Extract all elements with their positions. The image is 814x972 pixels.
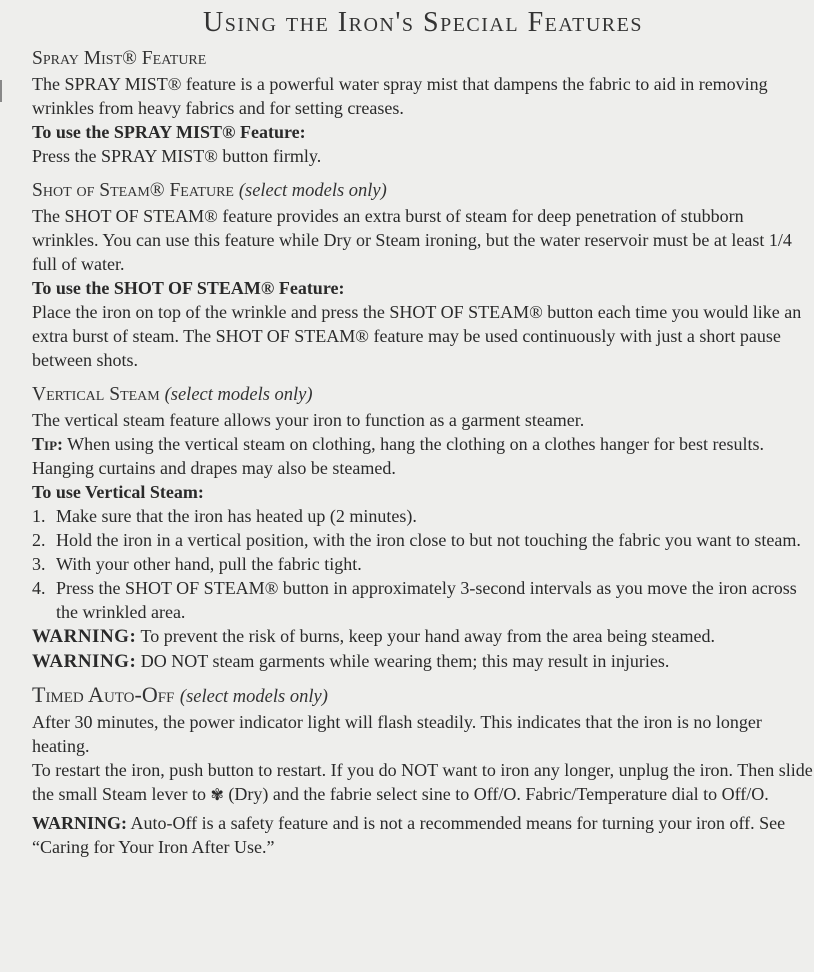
vertical-steam-heading: [32, 382, 814, 408]
spray-mist-heading: [32, 46, 814, 72]
warning-text: To prevent the risk of burns, keep your hand away from the area being steamed.: [136, 626, 715, 646]
margin-mark: [0, 80, 2, 102]
page-title: Using the Iron's Special Features: [203, 7, 643, 38]
spray-mist-step: Press the SPRAY MIST® button firmly.: [32, 146, 322, 166]
vertical-steam-note: (select models only): [164, 385, 313, 405]
timed-auto-off-heading-text: Timed Auto-Off: [32, 682, 175, 707]
warning-label: WARNING:: [32, 651, 137, 672]
shot-of-steam-subheading: To use the SHOT OF STEAM® Feature:: [32, 278, 345, 298]
list-item: 3. With your other hand, pull the fabric tight.: [32, 554, 362, 574]
garment-warning: [32, 649, 814, 674]
shot-of-steam-heading-text: Shot of Steam® Feature: [32, 180, 234, 201]
timed-auto-off-heading: [32, 682, 814, 710]
warning-label: WARNING:: [32, 813, 128, 833]
burn-warning: [32, 624, 814, 649]
timed-auto-off-note: (select models only): [179, 687, 328, 707]
vertical-steam-heading-text: Vertical Steam: [32, 384, 160, 405]
shot-of-steam-step: Place the iron on top of the wrinkle and press the SHOT OF STEAM® button each time you would like an extra burst of steam. The SHOT OF STEAM® feature may be used continuously with just a short pause between shots.: [32, 302, 802, 370]
spray-mist-body: The SPRAY MIST® feature is a powerful water spray mist that dampens the fabric to aid in removing wrinkles from heavy fabrics and for setting creases.: [32, 74, 768, 118]
dry-setting-icon: ✾: [210, 785, 224, 804]
vertical-steam-steps: [32, 504, 814, 624]
shot-of-steam-heading: [32, 178, 814, 204]
vertical-steam-tip: [32, 432, 814, 480]
tip-label: Tip:: [32, 434, 63, 454]
warning-text: Auto-Off is a safety feature and is not a recommended means for turning your iron off. See “Caring for Your Iron After Use.”: [32, 813, 786, 857]
shot-of-steam-note: (select models only): [238, 181, 387, 201]
warning-label: WARNING:: [32, 626, 137, 647]
vertical-steam-body: The vertical steam feature allows your iron to function as a garment steamer.: [32, 410, 585, 430]
list-item: 2. Hold the iron in a vertical position, with the iron close to but not touching the fabric you want to steam.: [32, 530, 801, 550]
spray-mist-heading-text: Spray Mist® Feature: [32, 48, 207, 69]
timed-auto-off-body: After 30 minutes, the power indicator light will flash steadily. This indicates that the iron is no longer heating.: [32, 712, 762, 756]
restart-instructions: To restart the iron, push button to restart. If you do NOT want to iron any longer, unplug the iron. Then slide the small Steam lever to ✾ (Dry) and the fabrie select sine to Off/O. Fabric/Temperature dial to Off/O.: [32, 760, 813, 804]
tip-text: When using the vertical steam on clothing, hang the clothing on a clothes hanger for best results. Hanging curtains and drapes may also be steamed.: [32, 434, 764, 478]
vertical-steam-subheading: To use Vertical Steam:: [32, 482, 204, 502]
list-item: 1. Make sure that the iron has heated up (2 minutes).: [32, 506, 417, 526]
shot-of-steam-body: The SHOT OF STEAM® feature provides an extra burst of steam for deep penetration of stubborn wrinkles. You can use this feature while Dry or Steam ironing, but the water reservoir must be at least 1/4 full of water.: [32, 206, 792, 274]
spray-mist-subheading: To use the SPRAY MIST® Feature:: [32, 122, 306, 142]
list-item: 4. Press the SHOT OF STEAM® button in approximately 3-second intervals as you move the iron across the wrinkled area.: [32, 578, 797, 622]
warning-text: DO NOT steam garments while wearing them; this may result in injuries.: [136, 651, 670, 671]
auto-off-warning: [32, 811, 814, 859]
